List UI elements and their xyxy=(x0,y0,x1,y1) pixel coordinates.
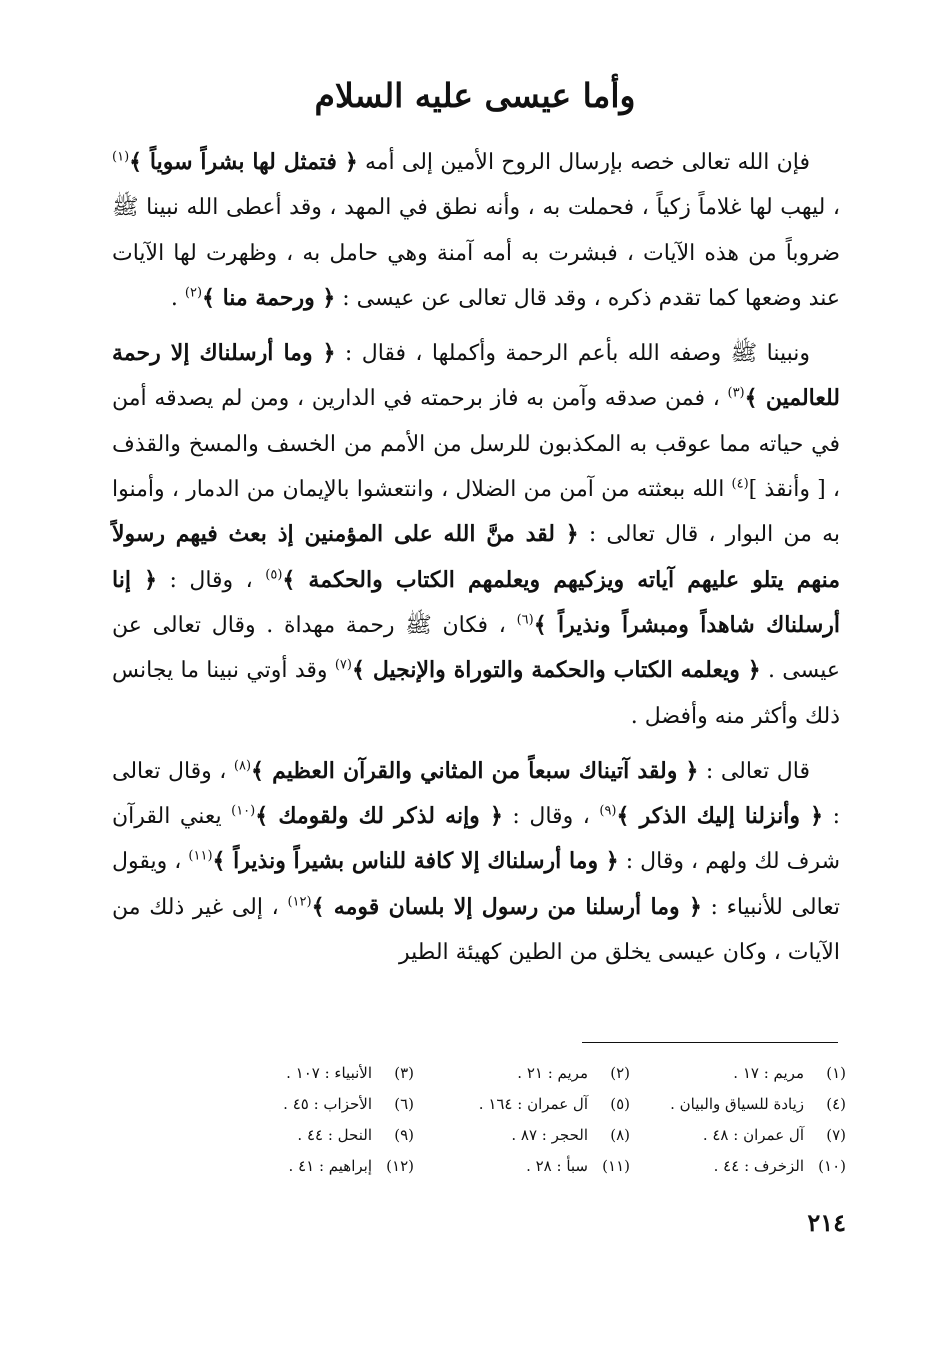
quran-verse: ﴿ ويعلمه الكتاب والحكمة والتوراة والإنجيل ﴾ xyxy=(351,657,761,684)
footnote xyxy=(630,1120,846,1151)
footnote xyxy=(630,1089,846,1120)
footnote-ref: (٧) xyxy=(334,657,352,673)
text-run: . xyxy=(170,285,185,311)
footnote-ref: (٥) xyxy=(265,567,283,583)
footnote-row xyxy=(196,1058,846,1089)
text-run: يعني القرآن شرف لك ولهم ، وقال : xyxy=(112,804,841,875)
footnote-number: (١٢) xyxy=(386,1157,414,1175)
footnote-row xyxy=(196,1120,846,1151)
footnote-text: آل عمران : ١٦٤ . xyxy=(478,1095,588,1113)
text-run: ، ويقول تعالى للأنبياء : xyxy=(112,849,841,920)
footnote xyxy=(198,1089,414,1120)
footnote-divider xyxy=(582,1042,838,1043)
text-run: فإن الله تعالى خصه بإرسال الروح الأمين إلى أمه xyxy=(357,150,810,175)
footnote-ref: (١٢) xyxy=(287,894,312,910)
footnote xyxy=(414,1120,630,1151)
text-run: وقد أوتي نبينا ما يجانس ذلك وأكثر منه وأفضل . xyxy=(112,658,840,729)
footnote-text: الأنبياء : ١٠٧ . xyxy=(286,1064,372,1082)
page-number: ٢١٤ xyxy=(807,1208,846,1237)
text-run: الله ببعثته من آمن من الضلال ، وانتعشوا بالإيمان من الدمار ، وأمنوا به من البوار ، قال تعالى : xyxy=(112,477,840,548)
footnotes xyxy=(196,1058,846,1182)
footnote xyxy=(414,1151,630,1182)
footnote-number: (٩) xyxy=(394,1126,414,1144)
footnote-row xyxy=(196,1151,846,1182)
footnote-number: (١٠) xyxy=(818,1157,846,1175)
footnote-text: سبأ : ٢٨ . xyxy=(526,1157,588,1175)
footnote-text: الأحزاب : ٤٥ . xyxy=(283,1095,372,1113)
quran-verse: ﴿ وما أرسلنا من رسول إلا بلسان قومه ﴾ xyxy=(311,893,702,920)
text-run: ، ليهب لها غلاماً زكياً ، فحملت به ، وأنه نطق في المهد ، وقد أعطى الله نبينا ﷺ ضروباً من هذه الآيات ، فبشرت به أمه آمنة وهي حامل به ، وظهرت لها الآيات عند وضعها كما تقدم ذكره ، وقد قال تعالى عن عيسى : xyxy=(112,195,840,311)
footnote xyxy=(414,1089,630,1120)
footnote-text: مريم : ٢١ . xyxy=(517,1064,588,1082)
footnote-ref: (٤) xyxy=(731,476,749,492)
text-run: ، فمن صدقه وآمن به فاز برحمته في الدارين ، ومن لم يصدقه أمن في حياته مما عوقب به المكذبون للرسل من الأمم من الخسف والمسخ والقذف ، [ وأنقذ ] xyxy=(112,386,840,503)
paragraph xyxy=(112,140,840,321)
footnote-ref: (٢) xyxy=(184,285,203,301)
quran-verse: ﴿ وما أرسلناك إلا رحمة للعالمين ﴾ xyxy=(112,340,840,412)
quran-verse: ﴿ ولقد آتيناك سبعاً من المثاني والقرآن العظيم ﴾ xyxy=(251,757,699,784)
paragraph xyxy=(112,331,840,739)
footnote-text: آل عمران : ٤٨ . xyxy=(702,1126,804,1144)
text-run: ، فكان ﷺ رحمة مهداة . وقال تعالى عن عيسى . xyxy=(112,612,841,684)
paragraph xyxy=(112,749,840,975)
quran-verse: ﴿ وأنزلنا إليك الذكر ﴾ xyxy=(616,803,824,830)
footnote-ref: (١٠) xyxy=(231,803,256,819)
footnote-ref: (١) xyxy=(112,149,130,165)
text-run: ، إلى غير ذلك من الآيات ، وكان عيسى يخلق من الطين كهيئة الطير xyxy=(112,894,840,966)
text-run: ، وقال تعالى : xyxy=(112,758,840,830)
text-run: ، وقال : xyxy=(502,804,600,830)
footnote-number: (١١) xyxy=(602,1157,630,1175)
footnote xyxy=(198,1151,414,1182)
footnote-text: الزخرف : ٤٤ . xyxy=(713,1157,804,1175)
footnote xyxy=(198,1120,414,1151)
footnote xyxy=(630,1151,846,1182)
footnote-number: (٤) xyxy=(826,1095,846,1113)
footnote-text: النحل : ٤٤ . xyxy=(297,1126,372,1144)
body-text xyxy=(112,140,840,985)
footnote-row xyxy=(196,1089,846,1120)
text-run: ، وقال : xyxy=(156,567,266,593)
footnote-number: (٦) xyxy=(394,1095,414,1113)
quran-verse: ﴿ فتمثل لها بشراً سوياً ﴾ xyxy=(129,149,358,175)
footnote xyxy=(630,1058,846,1089)
quran-verse: ﴿ وما أرسلناك إلا كافة للناس بشيراً ونذيراً ﴾ xyxy=(212,848,619,875)
footnote-text: مريم : ١٧ . xyxy=(733,1064,804,1082)
footnote-number: (١) xyxy=(826,1064,846,1082)
footnote-text: الحجر : ٨٧ . xyxy=(511,1126,588,1144)
footnote-ref: (٩) xyxy=(599,803,617,819)
footnote xyxy=(414,1058,630,1089)
section-title: وأما عيسى عليه السلام xyxy=(314,76,636,115)
footnote-ref: (٦) xyxy=(516,612,534,628)
footnote-ref: (١١) xyxy=(188,849,213,865)
quran-verse: ﴿ ورحمة منا ﴾ xyxy=(202,284,336,311)
footnote-number: (٢) xyxy=(610,1064,630,1082)
footnote-number: (٥) xyxy=(610,1095,630,1113)
quran-verse: ﴿ إنا أرسلناك شاهداً ومبشراً ونذيراً ﴾ xyxy=(112,566,840,638)
footnote xyxy=(198,1058,414,1089)
quran-verse: ﴿ وإنه لذكر لك ولقومك ﴾ xyxy=(255,803,503,830)
footnote-number: (٣) xyxy=(394,1064,414,1082)
footnote-text: إبراهيم : ٤١ . xyxy=(288,1157,372,1175)
footnote-number: (٨) xyxy=(610,1126,630,1144)
footnote-ref: (٨) xyxy=(233,758,252,774)
footnote-ref: (٣) xyxy=(727,386,745,402)
quran-verse: ﴿ لقد منَّ الله على المؤمنين إذ بعث فيهم رسولاً منهم يتلو عليهم آياته ويزكيهم ويعلمهم الكتاب والحكمة ﴾ xyxy=(112,521,840,593)
text-run: قال تعالى : xyxy=(698,758,810,784)
footnote-number: (٧) xyxy=(826,1126,846,1144)
text-run: ونبينا ﷺ وصفه الله بأعم الرحمة وأكملها ، فقال : xyxy=(335,341,810,367)
footnote-text: زيادة للسياق والبيان . xyxy=(670,1095,804,1113)
